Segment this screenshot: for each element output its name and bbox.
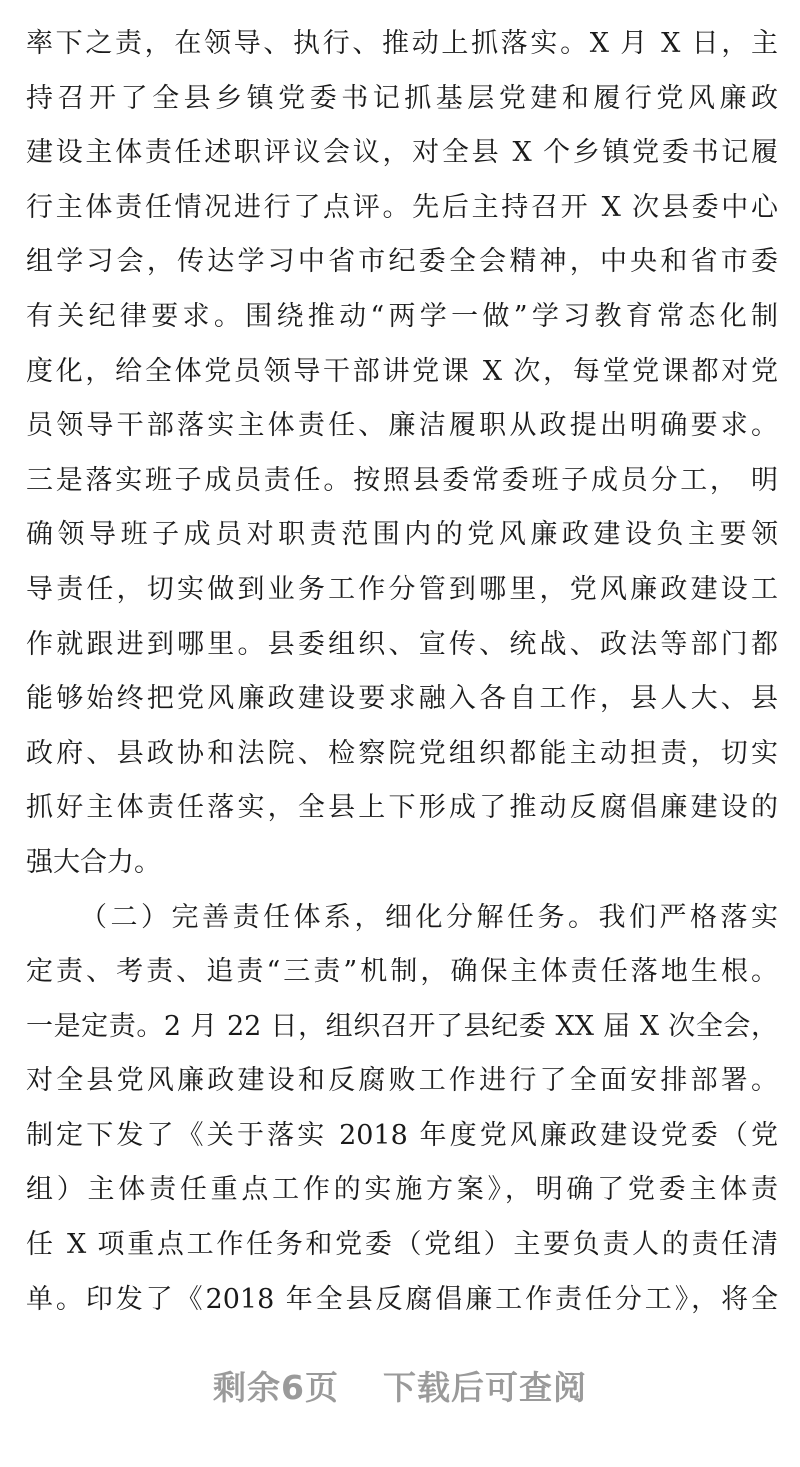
text-line: 有关纪律要求。围绕推动“两学一做”学习教育常态化制 (26, 300, 778, 332)
text-line: 强大合力。 (26, 846, 161, 878)
remaining-pages-label: 剩余6页 (213, 1368, 339, 1407)
text-line: 组）主体责任重点工作的实施方案》，明确了党委主体责 (26, 1174, 778, 1206)
text-line: 行主体责任情况进行了点评。先后主持召开 X 次县委中心 (26, 191, 778, 223)
download-prompt[interactable] (0, 1362, 800, 1409)
document-body (26, 0, 778, 1327)
text-line: 一是定责。2 月 22 日，组织召开了县纪委 XX 届 X 次全会， (26, 1010, 778, 1042)
text-line: 三是落实班子成员责任。按照县委常委班子成员分工， 明 (26, 464, 778, 496)
text-line: 单。印发了《2018 年全县反腐倡廉工作责任分工》，将全 (26, 1283, 778, 1315)
text-line: 导责任，切实做到业务工作分管到哪里，党风廉政建设工 (26, 573, 778, 605)
text-line: 率下之责，在领导、执行、推动上抓落实。X 月 X 日，主 (26, 28, 778, 59)
text-line: 抓好主体责任落实，全县上下形成了推动反腐倡廉建设的 (26, 792, 778, 824)
text-line: 制定下发了《关于落实 2018 年度党风廉政建设党委（党 (26, 1119, 778, 1151)
download-to-view-label: 下载后可查阅 (382, 1368, 587, 1407)
text-line: 建设主体责任述职评议会议，对全县 X 个乡镇党委书记履 (26, 137, 778, 169)
text-line: 定责、考责、追责“三责”机制，确保主体责任落地生根。 (26, 956, 778, 988)
text-line: 政府、县政协和法院、检察院党组织都能主动担责，切实 (26, 737, 778, 769)
text-line: 能够始终把党风廉政建设要求融入各自工作，县人大、县 (26, 683, 778, 715)
text-line: 对全县党风廉政建设和反腐败工作进行了全面安排部署。 (26, 1065, 778, 1097)
text-line: 度化，给全体党员领导干部讲党课 X 次，每堂党课都对党 (26, 355, 778, 387)
text-line: 持召开了全县乡镇党委书记抓基层党建和履行党风廉政 (26, 82, 778, 114)
text-line: 员领导干部落实主体责任、廉洁履职从政提出明确要求。 (26, 410, 778, 442)
section-heading-line: （二）完善责任体系，细化分解任务。我们严格落实 (80, 901, 778, 933)
text-line: 任 X 项重点工作任务和党委（党组）主要负责人的责任清 (26, 1229, 778, 1261)
text-line: 作就跟进到哪里。县委组织、宣传、统战、政法等部门都 (26, 628, 778, 660)
text-line: 组学习会，传达学习中省市纪委全会精神，中央和省市委 (26, 246, 778, 278)
text-line: 确领导班子成员对职责范围内的党风廉政建设负主要领 (26, 519, 778, 551)
